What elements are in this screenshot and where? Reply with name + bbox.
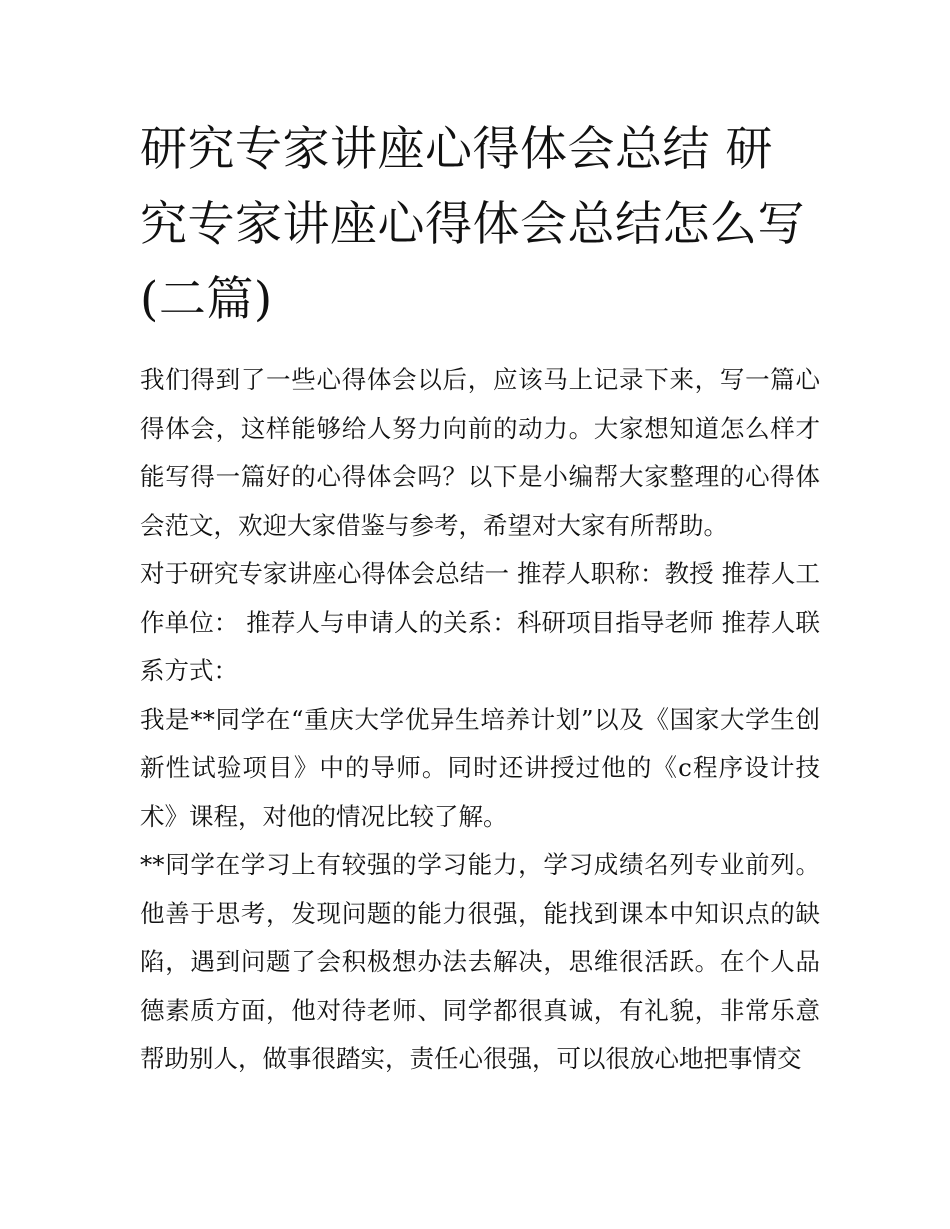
document-body (140, 356, 820, 1084)
document-title: 研究专家讲座心得体会总结 研究专家讲座心得体会总结怎么写(二篇) (140, 122, 805, 327)
paragraph-recommender-info: 对于研究专家讲座心得体会总结一 推荐人职称：教授 推荐人工作单位： 推荐人与申请人的关系：科研项目指导老师 推荐人联系方式： (140, 559, 820, 685)
paragraph-student-evaluation: **同学在学习上有较强的学习能力，学习成绩名列专业前列。他善于思考，发现问题的能力很强，能找到课本中知识点的缺陷，遇到问题了会积极想办法去解决，思维很活跃。在个人品德素质方面，他对待老师、同学都很真诚，有礼貌，非常乐意帮助别人，做事很踏实，责任心很强，可以很放心地把事情交 (140, 850, 820, 1073)
paragraph-intro: 我们得到了一些心得体会以后，应该马上记录下来，写一篇心得体会，这样能够给人努力向前的动力。大家想知道怎么样才能写得一篇好的心得体会吗？以下是小编帮大家整理的心得体会范文，欢迎大家借鉴与参考，希望对大家有所帮助。 (140, 365, 820, 540)
paragraph-mentor-relation: 我是**同学在“重庆大学优异生培养计划”以及《国家大学生创新性试验项目》中的导师。同时还讲授过他的《c程序设计技术》课程，对他的情况比较了解。 (140, 704, 820, 831)
